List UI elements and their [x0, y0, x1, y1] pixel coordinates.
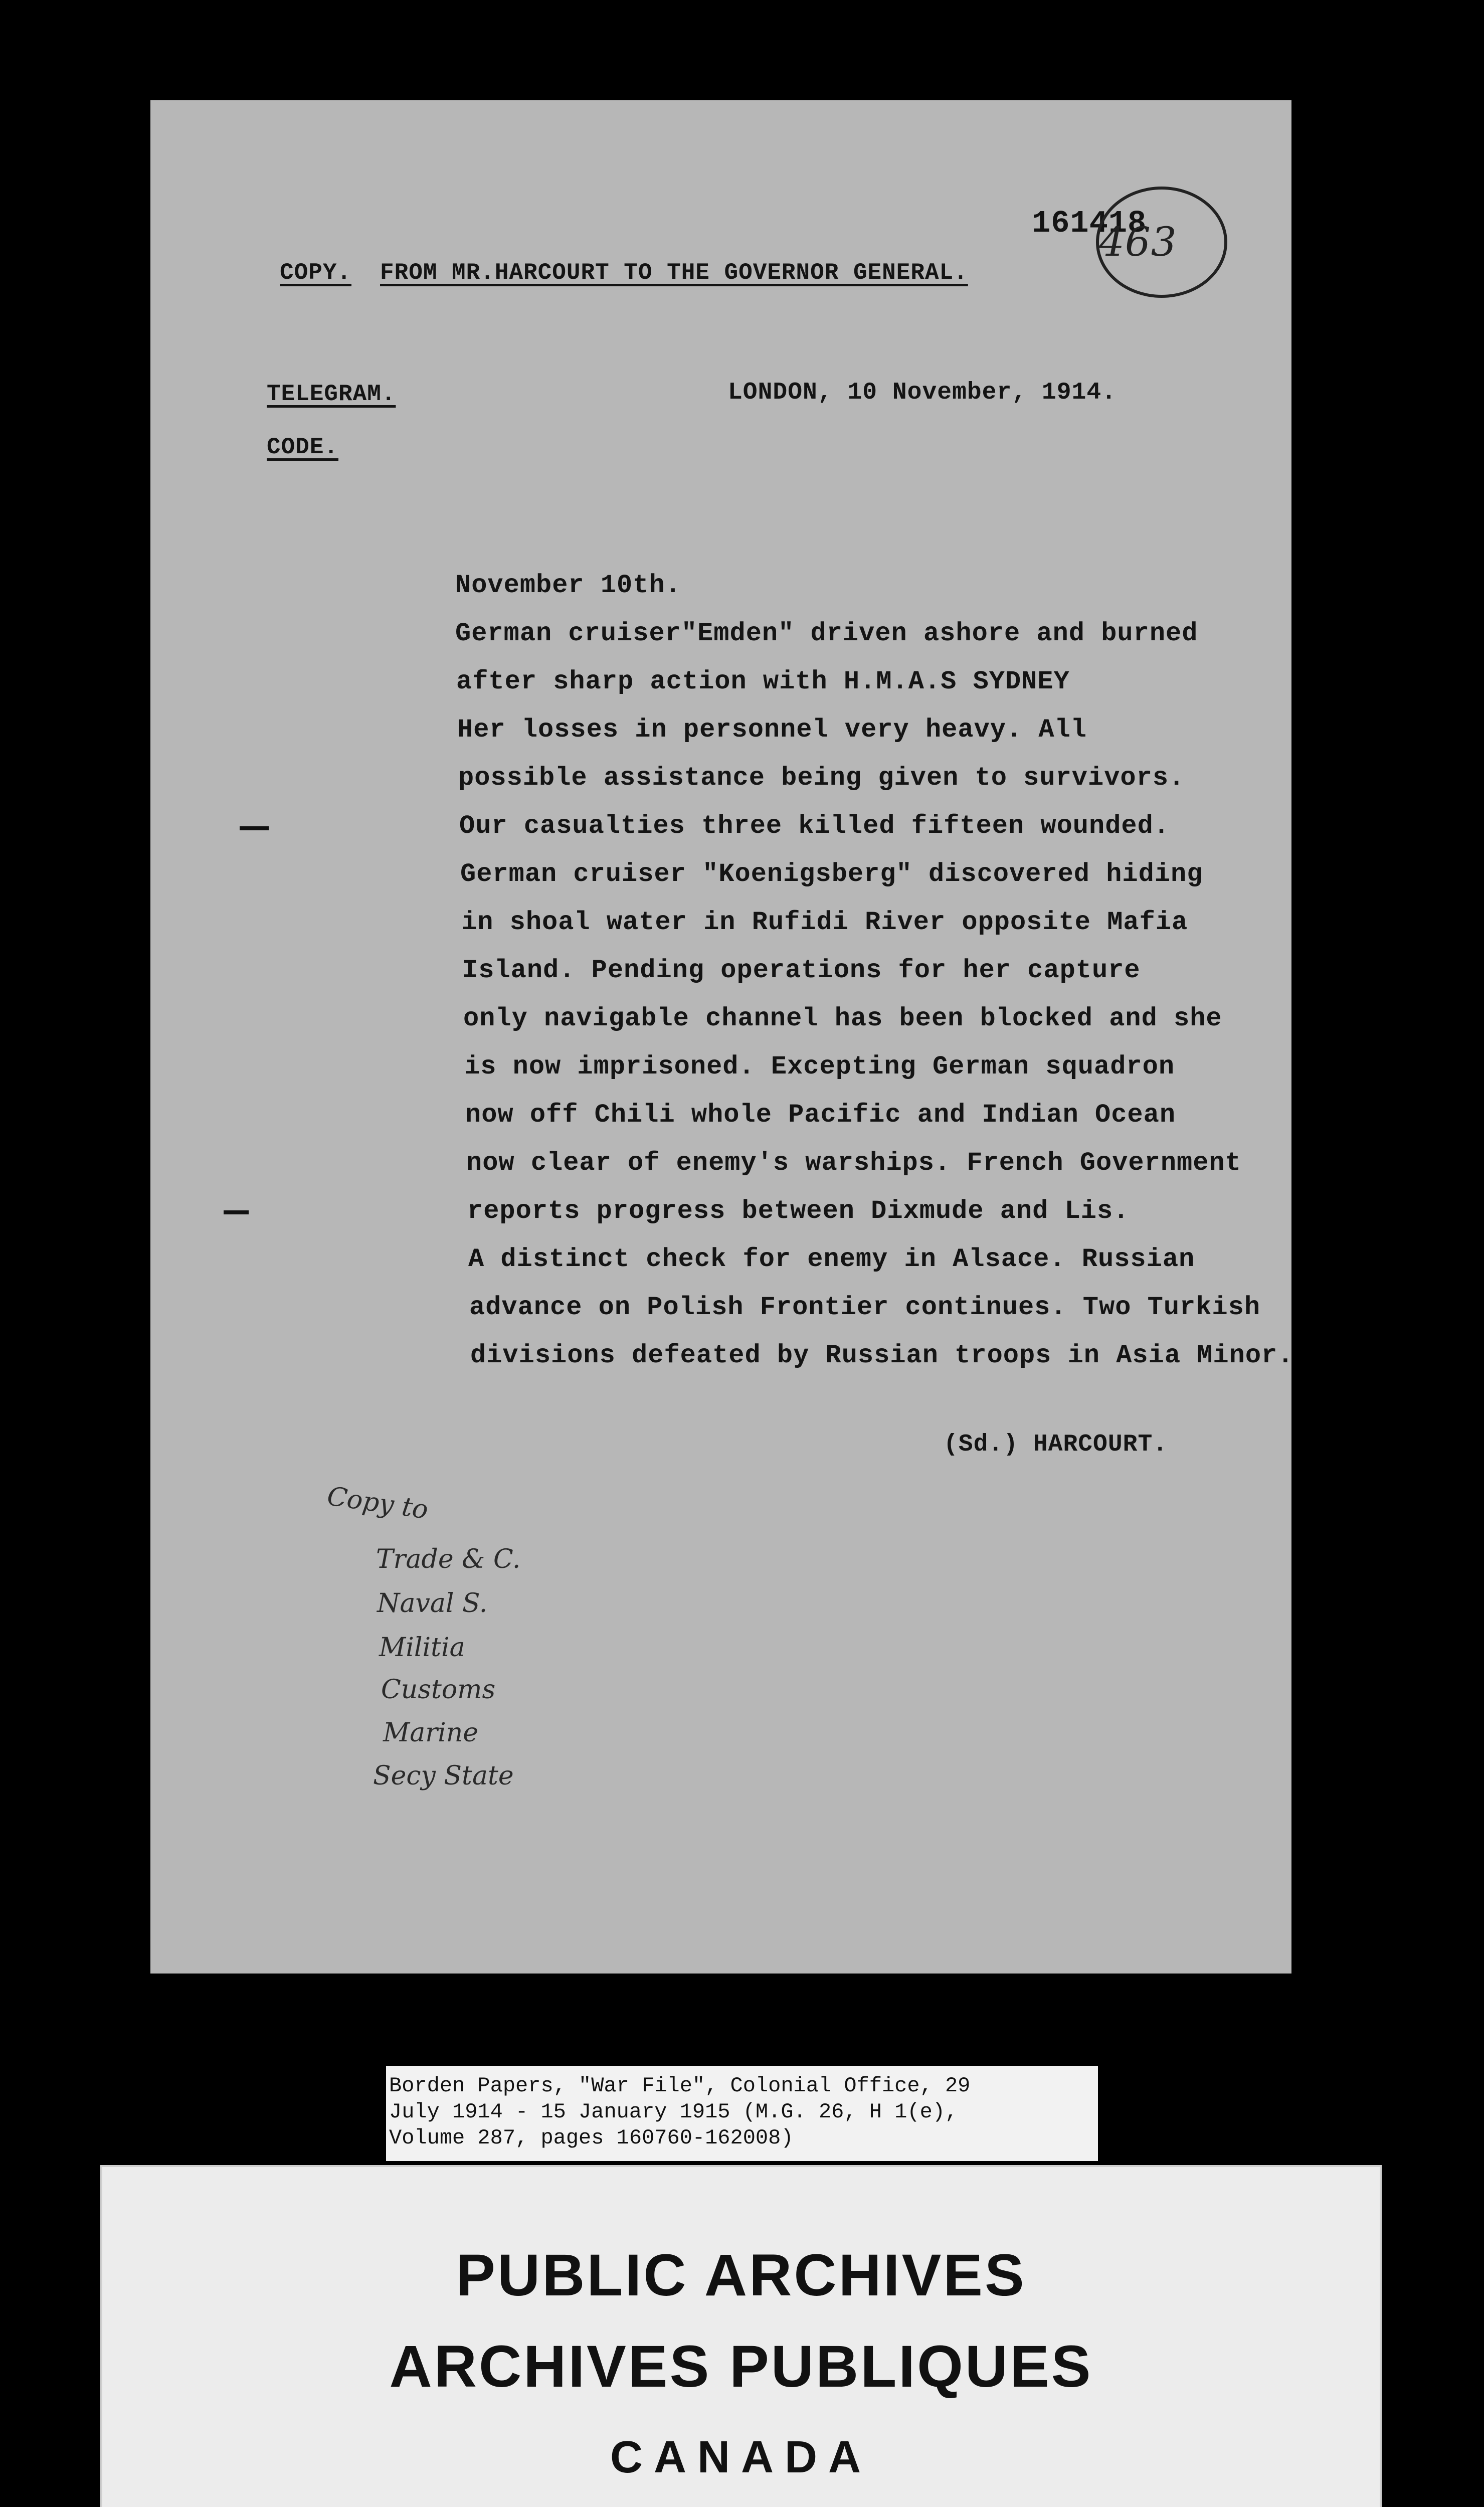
citation-line: Volume 287, pages 160760-162008)	[389, 2126, 794, 2150]
body-line: German cruiser"Emden" driven ashore and burned	[455, 619, 1198, 648]
circled-number: 463	[1099, 219, 1177, 265]
body-line: only navigable channel has been blocked and she	[463, 1004, 1222, 1033]
citation-line: Borden Papers, "War File", Colonial Office, 29	[389, 2074, 971, 2098]
handwritten-note: Trade & C.	[376, 1544, 521, 1574]
body-line: now off Chili whole Pacific and Indian Ocean	[465, 1100, 1176, 1130]
body-line: possible assistance being given to survivors.	[458, 763, 1185, 793]
body-line: now clear of enemy's warships. French Government	[466, 1148, 1241, 1178]
telegram-label: TELEGRAM.	[267, 381, 396, 407]
archives-stamp	[100, 2165, 1382, 2507]
body-line: November 10th.	[455, 571, 681, 600]
body-line: A distinct check for enemy in Alsace. Russian	[468, 1244, 1195, 1274]
handwritten-note: Militia	[379, 1633, 465, 1663]
stamp-line-archives-publiques: ARCHIVES PUBLIQUES	[389, 2334, 1093, 2400]
body-line: advance on Polish Frontier continues. Two Turkish	[469, 1293, 1261, 1322]
body-line: Island. Pending operations for her capture	[462, 956, 1141, 985]
body-line: reports progress between Dixmude and Lis.	[467, 1196, 1130, 1226]
handwritten-note: Marine	[383, 1718, 478, 1748]
handwritten-note: Copy to	[325, 1481, 430, 1525]
handwritten-note: Secy State	[373, 1761, 514, 1791]
heading-from: FROM MR.HARCOURT TO THE GOVERNOR GENERAL.	[380, 260, 968, 286]
handwritten-note: Customs	[381, 1675, 496, 1705]
body-line: Our casualties three killed fifteen wounded.	[459, 811, 1170, 841]
citation-line: July 1914 - 15 January 1915 (M.G. 26, H 1(e),	[389, 2100, 958, 2124]
handwritten-note: Naval S.	[377, 1588, 488, 1619]
body-line: after sharp action with H.M.A.S SYDNEY	[456, 667, 1070, 696]
stamp-line-public-archives: PUBLIC ARCHIVES	[456, 2242, 1026, 2308]
punch-mark	[240, 826, 269, 830]
document-number: 161418	[1032, 206, 1147, 241]
body-line: in shoal water in Rufidi River opposite Mafia	[461, 908, 1188, 937]
body-line: divisions defeated by Russian troops in Asia Minor.	[470, 1341, 1294, 1370]
stamp-line-canada: CANADA	[610, 2432, 872, 2482]
code-label: CODE.	[267, 434, 339, 460]
place-date: LONDON, 10 November, 1914.	[728, 379, 1117, 406]
signature: (Sd.) HARCOURT.	[944, 1431, 1168, 1458]
document-page	[150, 100, 1294, 1974]
citation-label	[386, 2066, 1098, 2161]
body-line: German cruiser "Koenigsberg" discovered hiding	[460, 859, 1203, 889]
body-line: Her losses in personnel very heavy. All	[457, 715, 1087, 745]
body-line: is now imprisoned. Excepting German squadron	[464, 1052, 1175, 1082]
heading-copy: COPY.	[280, 260, 352, 286]
punch-mark	[224, 1210, 249, 1214]
